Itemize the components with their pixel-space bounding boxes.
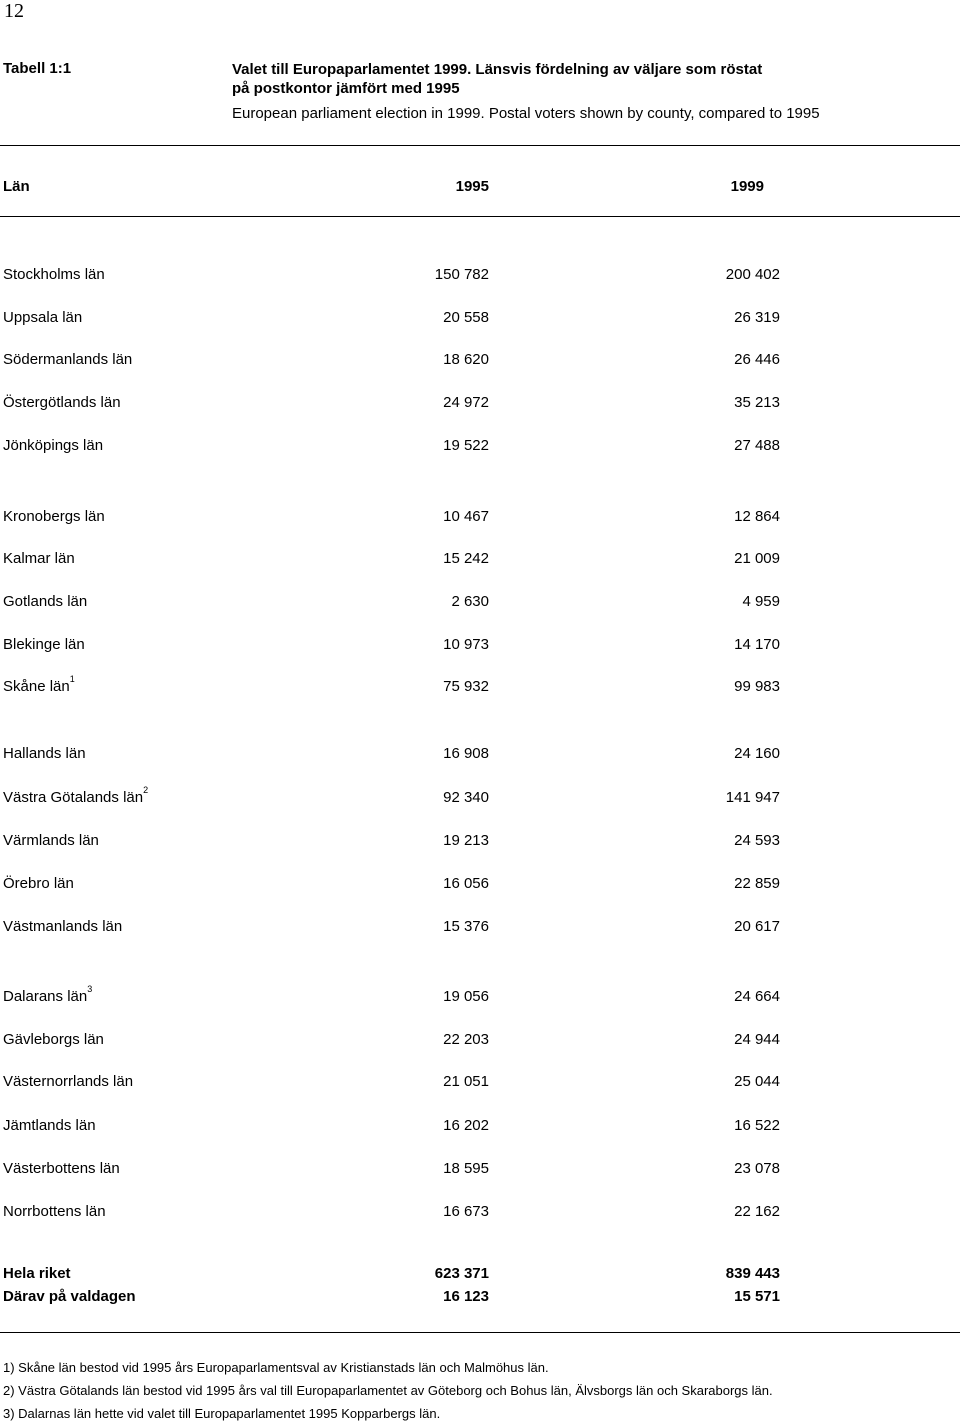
county-name-text: Kronobergs län [3, 508, 105, 525]
county-name-text: Norrbottens län [3, 1203, 106, 1220]
county-name-text: Västerbottens län [3, 1160, 120, 1177]
value-1995: 10 973 [443, 636, 489, 653]
county-name-text: Jämtlands län [3, 1117, 96, 1134]
table-row [0, 832, 960, 852]
county-name-text: Värmlands län [3, 832, 99, 849]
value-1999: 21 009 [734, 550, 780, 567]
value-1999: 24 944 [734, 1031, 780, 1048]
table-row [0, 394, 960, 414]
county-name [3, 266, 105, 283]
total-1999: 15 571 [734, 1288, 780, 1305]
county-name-text: Blekinge län [3, 636, 85, 653]
table-row [0, 437, 960, 457]
county-name-text: Hallands län [3, 745, 86, 762]
value-1995: 16 673 [443, 1203, 489, 1220]
county-name-text: Dalarans län [3, 988, 88, 1005]
footnote-marker: 1 [69, 674, 75, 684]
table-row [0, 351, 960, 371]
value-1995: 2 630 [451, 593, 489, 610]
value-1995: 15 376 [443, 918, 489, 935]
county-name-text: Västernorrlands län [3, 1073, 134, 1090]
county-name [3, 1117, 96, 1134]
county-name [3, 1203, 106, 1220]
county-name-text: Östergötlands län [3, 394, 121, 411]
value-1999: 26 319 [734, 309, 780, 326]
table-row [0, 309, 960, 329]
value-1995: 15 242 [443, 550, 489, 567]
value-1999: 20 617 [734, 918, 780, 935]
value-1999: 99 983 [734, 678, 780, 695]
table-row [0, 1031, 960, 1051]
county-name [3, 550, 75, 567]
value-1999: 4 959 [742, 593, 780, 610]
table-row [0, 266, 960, 286]
table-row [0, 875, 960, 895]
table-row [0, 550, 960, 570]
column-header-1999: 1999 [730, 178, 764, 195]
county-name [3, 593, 87, 610]
value-1999: 141 947 [725, 789, 780, 806]
county-name-text: Kalmar län [3, 550, 75, 567]
value-1995: 18 620 [443, 351, 489, 368]
value-1995: 16 908 [443, 745, 489, 762]
county-name [3, 745, 86, 762]
footnote-marker: 2 [143, 785, 149, 795]
county-name-text: Gävleborgs län [3, 1031, 104, 1048]
county-name-text: Örebro län [3, 875, 74, 892]
value-1995: 10 467 [443, 508, 489, 525]
county-name-text: Uppsala län [3, 309, 83, 326]
value-1995: 21 051 [443, 1073, 489, 1090]
table-row [0, 593, 960, 613]
total-1999: 839 443 [725, 1265, 780, 1282]
county-name [3, 875, 74, 892]
table-label: Tabell 1:1 [3, 60, 72, 77]
county-name [3, 508, 105, 525]
value-1999: 200 402 [725, 266, 780, 283]
table-row [0, 1203, 960, 1223]
column-header-1995: 1995 [455, 178, 489, 195]
county-name [3, 1073, 133, 1090]
value-1999: 23 078 [734, 1160, 780, 1177]
county-name [3, 394, 121, 411]
table-row [0, 1117, 960, 1137]
value-1999: 24 664 [734, 988, 780, 1005]
header-rule [0, 216, 960, 217]
value-1995: 19 522 [443, 437, 489, 454]
table-title-english: European parliament election in 1999. Postal voters shown by county, compared to 1995 [232, 105, 820, 122]
value-1999: 26 446 [734, 351, 780, 368]
county-name [3, 984, 93, 1005]
value-1995: 150 782 [434, 266, 489, 283]
table-row [0, 1073, 960, 1093]
value-1999: 22 162 [734, 1203, 780, 1220]
footnote-1: 1) Skåne län bestod vid 1995 års Europaparlamentsval av Kristianstads län och Malmöhus län. [3, 1360, 549, 1375]
footnote-3: 3) Dalarnas län hette vid valet till Europaparlamentet 1995 Kopparbergs län. [3, 1406, 441, 1421]
county-name [3, 1031, 104, 1048]
value-1999: 35 213 [734, 394, 780, 411]
election-day-row [0, 1288, 960, 1308]
county-name-text: Skåne län [3, 678, 70, 695]
total-1995: 623 371 [434, 1265, 489, 1282]
table-row [0, 745, 960, 765]
county-name-text: Jönköpings län [3, 437, 104, 454]
column-header-county: Län [3, 178, 30, 195]
county-name [3, 309, 82, 326]
title-line-1: Valet till Europaparlamentet 1999. Länsvis fördelning av väljare som röstat [232, 61, 763, 78]
table-row [0, 1160, 960, 1180]
county-name-text: Västra Götalands län [3, 789, 144, 806]
value-1999: 16 522 [734, 1117, 780, 1134]
value-1999: 12 864 [734, 508, 780, 525]
value-1995: 92 340 [443, 789, 489, 806]
county-name [3, 918, 122, 935]
total-label: Hela riket [3, 1265, 71, 1282]
value-1995: 22 203 [443, 1031, 489, 1048]
county-name [3, 636, 85, 653]
county-name-text: Stockholms län [3, 266, 105, 283]
total-label: Därav på valdagen [3, 1288, 136, 1305]
top-rule [0, 145, 960, 146]
county-name-text: Gotlands län [3, 593, 88, 610]
value-1995: 75 932 [443, 678, 489, 695]
county-name [3, 832, 99, 849]
table-row [0, 674, 960, 698]
table-row [0, 636, 960, 656]
value-1995: 19 056 [443, 988, 489, 1005]
value-1999: 27 488 [734, 437, 780, 454]
value-1995: 16 056 [443, 875, 489, 892]
table-row [0, 984, 960, 1008]
total-1995: 16 123 [443, 1288, 489, 1305]
value-1995: 20 558 [443, 309, 489, 326]
value-1995: 19 213 [443, 832, 489, 849]
value-1999: 24 593 [734, 832, 780, 849]
table-title-swedish [232, 60, 762, 98]
table-row [0, 508, 960, 528]
footnote-2: 2) Västra Götalands län bestod vid 1995 års val till Europaparlamentet av Göteborg och Bohus län, Älvsborgs län och Skaraborgs län. [3, 1383, 773, 1398]
value-1999: 22 859 [734, 875, 780, 892]
county-name [3, 785, 149, 806]
county-name-text: Södermanlands län [3, 351, 133, 368]
value-1999: 14 170 [734, 636, 780, 653]
table-row [0, 785, 960, 809]
title-line-2: på postkontor jämfört med 1995 [232, 80, 460, 97]
total-row [0, 1265, 960, 1285]
table-row [0, 918, 960, 938]
county-name [3, 351, 132, 368]
value-1995: 24 972 [443, 394, 489, 411]
value-1995: 18 595 [443, 1160, 489, 1177]
page-number: 12 [4, 0, 24, 22]
bottom-rule [0, 1332, 960, 1333]
value-1999: 24 160 [734, 745, 780, 762]
footnote-marker: 3 [87, 984, 93, 994]
county-name [3, 1160, 120, 1177]
value-1999: 25 044 [734, 1073, 780, 1090]
value-1995: 16 202 [443, 1117, 489, 1134]
county-name-text: Västmanlands län [3, 918, 123, 935]
county-name [3, 437, 103, 454]
county-name [3, 674, 75, 695]
